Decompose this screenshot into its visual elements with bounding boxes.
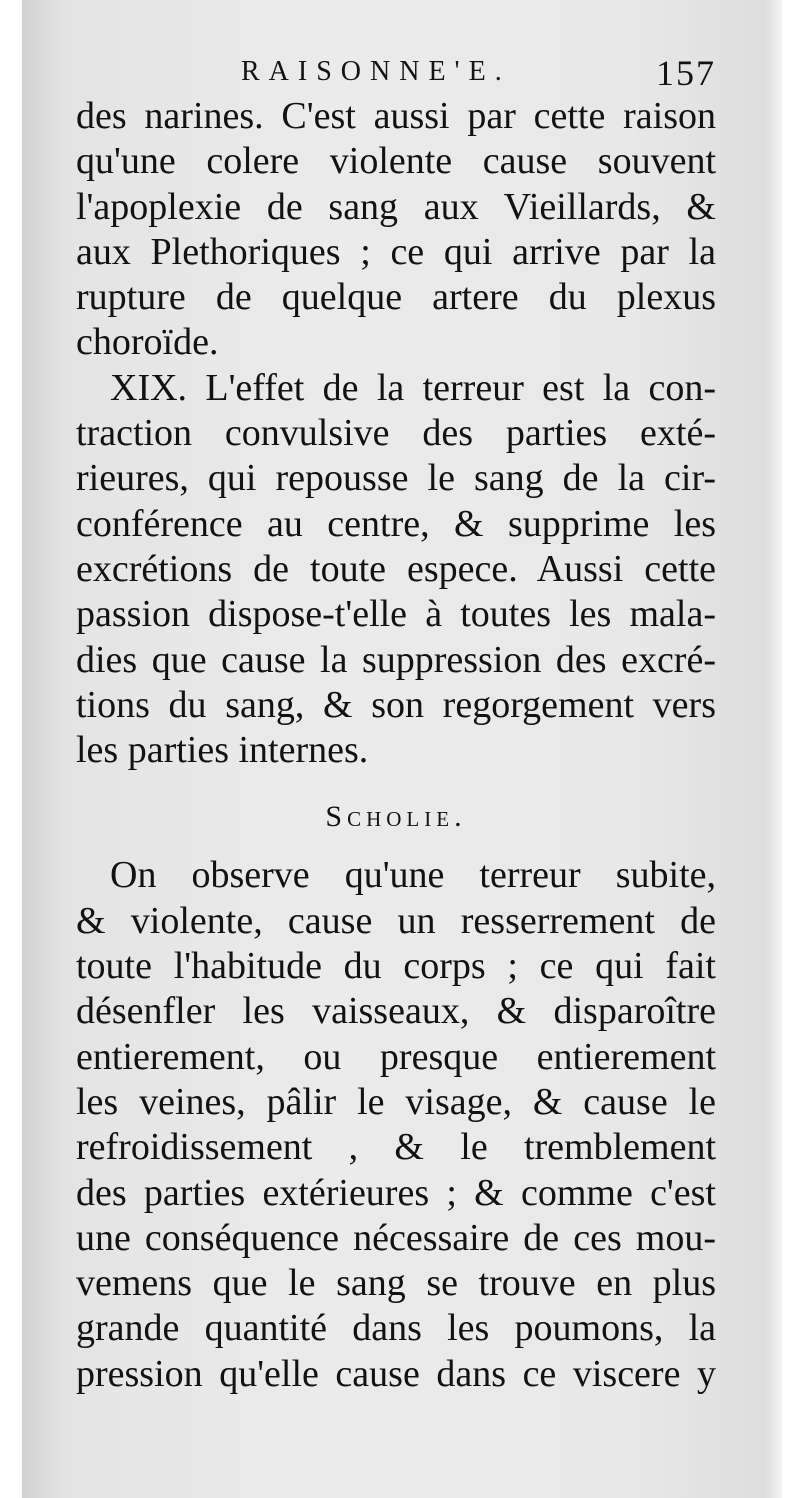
page-number: 157 bbox=[656, 53, 716, 93]
section-heading: Scholie. bbox=[325, 800, 467, 834]
text-line: passion dispose-t'elle à toutes les mala- bbox=[76, 593, 716, 636]
text-line: excrétions de toute espece. Aussi cette bbox=[76, 547, 716, 590]
text-line: désenfler les vaisseaux, & disparoître bbox=[76, 990, 716, 1033]
text-line: une conséquence nécessaire de ces mou- bbox=[76, 1216, 716, 1259]
running-head bbox=[76, 52, 716, 98]
text-line: des parties extérieures ; & comme c'est bbox=[76, 1171, 716, 1214]
text-line: conférence au centre, & supprime les bbox=[76, 502, 716, 545]
text-line: aux Plethoriques ; ce qui arrive par la bbox=[76, 230, 716, 273]
text-line: tions du sang, & son regorgement vers bbox=[76, 683, 716, 726]
page-text bbox=[76, 94, 716, 1397]
text-line: des narines. C'est aussi par cette raison bbox=[76, 95, 716, 137]
text-line: rieures, qui repousse le sang de la cir- bbox=[76, 457, 716, 500]
paragraph-xix-first-line: XIX. L'effet de la terreur est la con- bbox=[110, 366, 716, 409]
text-line: dies que cause la suppression des excré- bbox=[76, 638, 716, 681]
paragraph-scholie-first-line: On observe qu'une terreur subite, bbox=[110, 854, 716, 897]
text-line: pression qu'elle cause dans ce viscere y bbox=[76, 1352, 716, 1395]
text-line: & violente, cause un resserrement de bbox=[76, 899, 716, 942]
text-line: l'apoplexie de sang aux Vieillards, & bbox=[76, 185, 716, 228]
text-line: les veines, pâlir le visage, & cause le bbox=[76, 1080, 716, 1123]
text-line: qu'une colere violente cause souvent bbox=[76, 140, 716, 183]
text-line: choroïde. bbox=[76, 321, 219, 364]
text-line: traction convulsive des parties exté- bbox=[76, 412, 716, 455]
text-line: refroidissement , & le tremblement bbox=[76, 1126, 716, 1169]
text-line: vemens que le sang se trouve en plus bbox=[76, 1262, 716, 1305]
text-line: grande quantité dans les poumons, la bbox=[76, 1307, 716, 1350]
text-line: les parties internes. bbox=[76, 729, 369, 772]
text-line: toute l'habitude du corps ; ce qui fait bbox=[76, 945, 716, 988]
page-gutter-shadow bbox=[764, 0, 782, 1498]
running-head-title: RAISONNE'E. bbox=[241, 56, 511, 87]
page-left-margin bbox=[0, 0, 22, 1498]
text-line: rupture de quelque artere du plexus bbox=[76, 276, 716, 319]
text-line: entierement, ou presque entierement bbox=[76, 1035, 716, 1078]
